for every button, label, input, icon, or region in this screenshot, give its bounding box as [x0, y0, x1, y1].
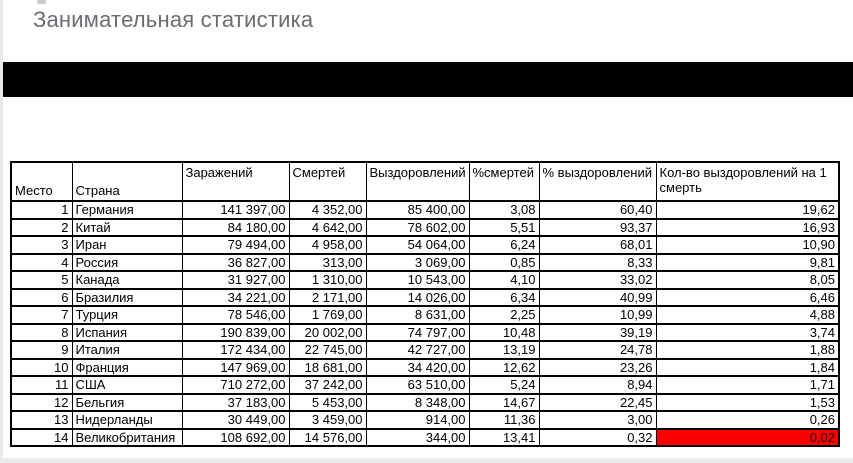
cell-infected: 34 221,00 — [182, 289, 289, 307]
cell-recovered: 914,00 — [366, 411, 469, 429]
cell-place: 6 — [11, 289, 72, 307]
cell-recovery-pct: 39,19 — [539, 324, 656, 342]
cell-country: Бразилия — [72, 289, 182, 307]
table-row — [11, 289, 839, 307]
cell-country: Испания — [72, 324, 182, 342]
cell-country: Италия — [72, 341, 182, 359]
cell-death-pct: 6,24 — [469, 236, 539, 254]
cell-death-pct: 13,41 — [469, 429, 539, 447]
cell-country: Германия — [72, 201, 182, 219]
cell-death-pct: 5,51 — [469, 219, 539, 237]
cell-country: США — [72, 376, 182, 394]
cell-country: Бельгия — [72, 394, 182, 412]
cell-infected: 31 927,00 — [182, 271, 289, 289]
cell-infected: 30 449,00 — [182, 411, 289, 429]
table-row — [11, 376, 839, 394]
cell-deaths: 22 745,00 — [289, 341, 366, 359]
cell-country: Великобритания — [72, 429, 182, 447]
cell-recovery-pct: 23,26 — [539, 359, 656, 377]
cell-deaths: 4 352,00 — [289, 201, 366, 219]
page-title: Занимательная статистика — [33, 7, 314, 32]
cell-death-pct: 10,48 — [469, 324, 539, 342]
table-header-row — [11, 162, 839, 201]
cell-recovered: 8 348,00 — [366, 394, 469, 412]
cell-death-pct: 0,85 — [469, 254, 539, 272]
cell-deaths: 313,00 — [289, 254, 366, 272]
cell-recovery-per-death: 6,46 — [656, 289, 839, 307]
cell-deaths: 4 642,00 — [289, 219, 366, 237]
cell-recovery-pct: 33,02 — [539, 271, 656, 289]
cell-recovered: 63 510,00 — [366, 376, 469, 394]
table-row — [11, 411, 839, 429]
header-deaths: Смертей — [289, 162, 366, 201]
cell-death-pct: 4,10 — [469, 271, 539, 289]
left-edge-strip — [0, 0, 3, 463]
cell-infected: 37 183,00 — [182, 394, 289, 412]
cell-recovered: 42 727,00 — [366, 341, 469, 359]
table-row — [11, 219, 839, 237]
cell-place: 12 — [11, 394, 72, 412]
cell-death-pct: 2,25 — [469, 306, 539, 324]
cell-recovery-per-death: 16,93 — [656, 219, 839, 237]
cell-recovered: 3 069,00 — [366, 254, 469, 272]
cell-recovered: 78 602,00 — [366, 219, 469, 237]
cell-death-pct: 6,34 — [469, 289, 539, 307]
cell-recovery-per-death: 8,05 — [656, 271, 839, 289]
table-row — [11, 429, 839, 447]
cell-country: Канада — [72, 271, 182, 289]
cell-place: 1 — [11, 201, 72, 219]
cell-recovery-per-death: 0,26 — [656, 411, 839, 429]
cell-recovery-per-death: 0,02 — [656, 429, 839, 447]
cell-death-pct: 5,24 — [469, 376, 539, 394]
cell-death-pct: 12,62 — [469, 359, 539, 377]
cell-place: 9 — [11, 341, 72, 359]
cell-deaths: 5 453,00 — [289, 394, 366, 412]
table-row — [11, 271, 839, 289]
cell-place: 5 — [11, 271, 72, 289]
cell-recovery-per-death: 9,81 — [656, 254, 839, 272]
cell-deaths: 14 576,00 — [289, 429, 366, 447]
header-recovery-pct: % выздоровлений — [539, 162, 656, 201]
cell-recovery-pct: 24,78 — [539, 341, 656, 359]
cell-recovery-per-death: 1,88 — [656, 341, 839, 359]
cell-recovered: 344,00 — [366, 429, 469, 447]
cell-country: Нидерланды — [72, 411, 182, 429]
cell-recovery-pct: 68,01 — [539, 236, 656, 254]
header-place: Место — [11, 162, 72, 201]
cell-recovered: 14 026,00 — [366, 289, 469, 307]
cell-infected: 141 397,00 — [182, 201, 289, 219]
divider-bar — [0, 62, 853, 97]
cell-infected: 190 839,00 — [182, 324, 289, 342]
cell-recovery-pct: 22,45 — [539, 394, 656, 412]
cell-country: Франция — [72, 359, 182, 377]
table-row — [11, 201, 839, 219]
cell-country: Китай — [72, 219, 182, 237]
cell-recovery-per-death: 1,84 — [656, 359, 839, 377]
cell-place: 10 — [11, 359, 72, 377]
cell-death-pct: 3,08 — [469, 201, 539, 219]
cell-infected: 78 546,00 — [182, 306, 289, 324]
cell-recovery-per-death: 10,90 — [656, 236, 839, 254]
cell-place: 11 — [11, 376, 72, 394]
cell-death-pct: 11,36 — [469, 411, 539, 429]
cell-place: 13 — [11, 411, 72, 429]
cell-country: Россия — [72, 254, 182, 272]
cell-place: 8 — [11, 324, 72, 342]
cell-recovery-pct: 93,37 — [539, 219, 656, 237]
cell-deaths: 2 171,00 — [289, 289, 366, 307]
cell-deaths: 18 681,00 — [289, 359, 366, 377]
cell-country: Турция — [72, 306, 182, 324]
table-row — [11, 324, 839, 342]
cell-infected: 172 434,00 — [182, 341, 289, 359]
cell-place: 2 — [11, 219, 72, 237]
statistics-table — [10, 161, 840, 447]
cell-recovery-pct: 3,00 — [539, 411, 656, 429]
cell-recovery-pct: 0,32 — [539, 429, 656, 447]
cell-deaths: 1 769,00 — [289, 306, 366, 324]
cell-deaths: 37 242,00 — [289, 376, 366, 394]
cell-place: 7 — [11, 306, 72, 324]
bottom-edge-strip — [0, 458, 853, 463]
cell-place: 4 — [11, 254, 72, 272]
cell-place: 14 — [11, 429, 72, 447]
table-row — [11, 254, 839, 272]
table-row — [11, 341, 839, 359]
table-row — [11, 394, 839, 412]
cell-infected: 108 692,00 — [182, 429, 289, 447]
cell-country: Иран — [72, 236, 182, 254]
header-recovered: Выздоровлений — [366, 162, 469, 201]
cell-recovery-per-death: 1,71 — [656, 376, 839, 394]
cell-infected: 36 827,00 — [182, 254, 289, 272]
cell-recovery-pct: 8,94 — [539, 376, 656, 394]
cell-infected: 147 969,00 — [182, 359, 289, 377]
cell-recovery-per-death: 4,88 — [656, 306, 839, 324]
cell-death-pct: 13,19 — [469, 341, 539, 359]
cell-deaths: 3 459,00 — [289, 411, 366, 429]
cell-recovered: 74 797,00 — [366, 324, 469, 342]
cell-deaths: 4 958,00 — [289, 236, 366, 254]
header-infected: Заражений — [182, 162, 289, 201]
cell-infected: 710 272,00 — [182, 376, 289, 394]
cell-recovered: 8 631,00 — [366, 306, 469, 324]
cell-recovery-pct: 60,40 — [539, 201, 656, 219]
cell-recovery-per-death: 3,74 — [656, 324, 839, 342]
cell-deaths: 20 002,00 — [289, 324, 366, 342]
table-body — [11, 201, 839, 446]
header-country: Страна — [72, 162, 182, 201]
cell-recovery-pct: 10,99 — [539, 306, 656, 324]
table-row — [11, 306, 839, 324]
cropped-element-artifact — [37, 0, 46, 4]
cell-recovered: 10 543,00 — [366, 271, 469, 289]
cell-infected: 79 494,00 — [182, 236, 289, 254]
cell-recovery-per-death: 19,62 — [656, 201, 839, 219]
cell-recovered: 34 420,00 — [366, 359, 469, 377]
cell-place: 3 — [11, 236, 72, 254]
cell-recovered: 54 064,00 — [366, 236, 469, 254]
cell-infected: 84 180,00 — [182, 219, 289, 237]
cell-recovery-pct: 40,99 — [539, 289, 656, 307]
cell-recovered: 85 400,00 — [366, 201, 469, 219]
cell-recovery-pct: 8,33 — [539, 254, 656, 272]
header-recovery-per-death: Кол-во выздоровлений на 1 смерть — [656, 162, 839, 201]
table-row — [11, 359, 839, 377]
table-row — [11, 236, 839, 254]
header-death-pct: %смертей — [469, 162, 539, 201]
cell-deaths: 1 310,00 — [289, 271, 366, 289]
cell-death-pct: 14,67 — [469, 394, 539, 412]
cell-recovery-per-death: 1,53 — [656, 394, 839, 412]
